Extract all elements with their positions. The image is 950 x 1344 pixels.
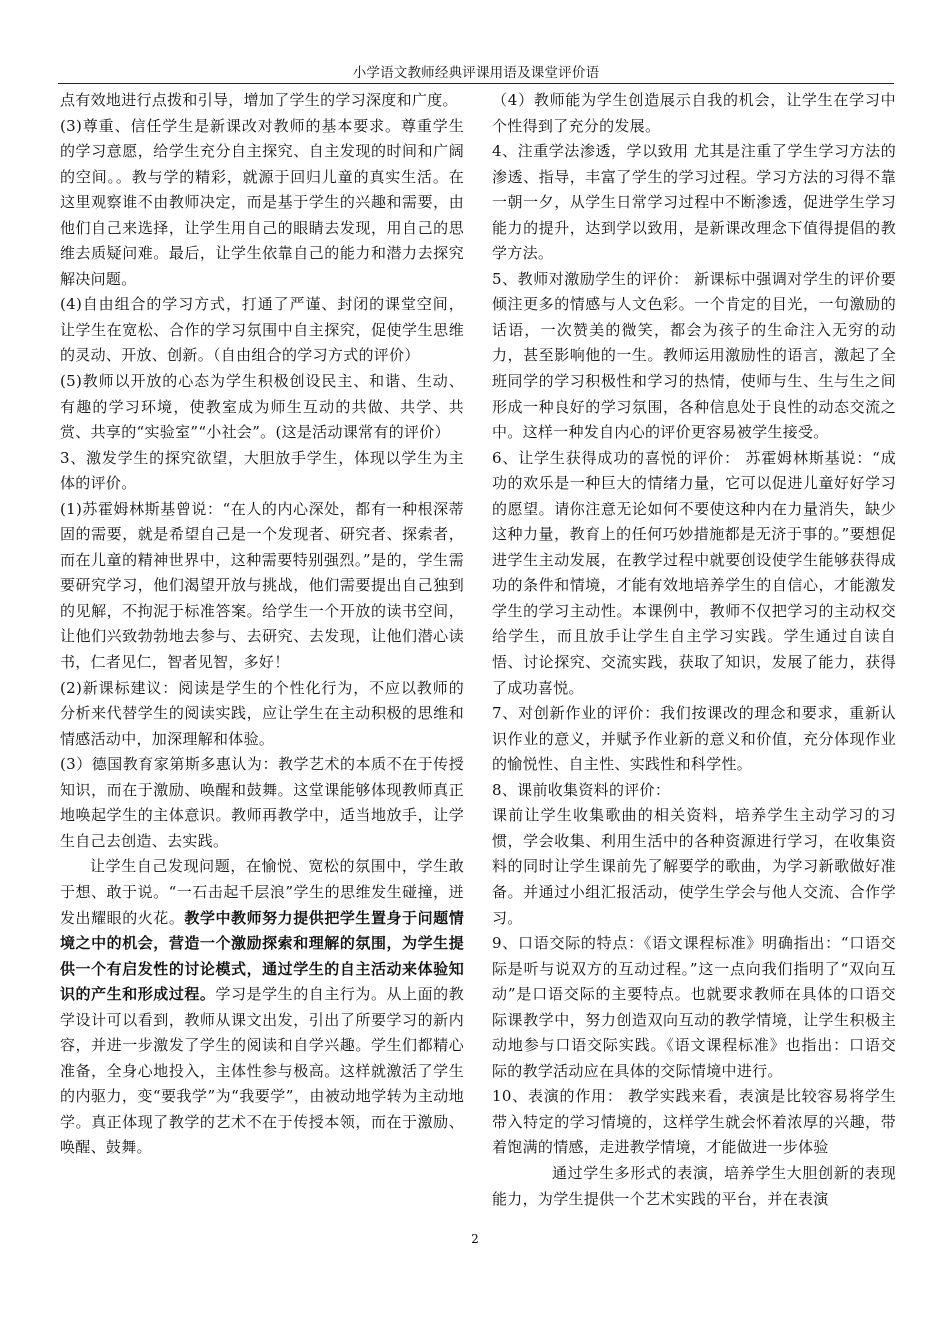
section-heading: 8、课前收集资料的评价： — [492, 780, 671, 799]
paragraph: 9、口语交际的特点：《语文课程标准》明确指出：“口语交际是听与说双方的互动过程。”这一点向我们指明了“双向互动”是口语交际的主要特点。也就要求教师在具体的口语交际课教学中，努力创造双向互动的教学情境，让学生积极主动地参与口语交际实践。《语文课程标准》也指出：口语交际的教学活动应在具体的交际情境中进行。 — [492, 934, 896, 1080]
paragraph: (3)尊重、信任学生是新课改对教师的基本要求。尊重学生的学习意愿，给学生充分自主探究、自主发现的时间和广阔的空间。。教与学的精彩，就源于回归儿童的真实生活。在这里观察谁不由教师决定，而是基于学生的兴趣和需要，由他们自己来选择，让学生用自己的眼睛去发现，用自己的思维去质疑问难。最后，让学生依靠自己的能力和潜力去探究解决问题。 — [60, 116, 464, 288]
bold-text: 教学中教师努力提供把学生置身于问题情境之中的机会，营造一个激励探索和理解的氛围，为学生提供一个有启发性的讨论模式，通过学生的自主活动来体验知识的产生和形成过程。 — [60, 908, 464, 1004]
section-heading: 3、激发学生的探究欲望，大胆放手学生，体现以学生为主体的评价。 — [60, 448, 464, 493]
paragraph: 10、表演的作用： 教学实践来看，表演是比较容易将学生带入特定的学习情境的，这样学生就会怀着浓厚的兴趣，带着饱满的情感，走进教学情境，才能做进一步体验 — [492, 1087, 896, 1157]
right-column — [492, 88, 896, 1212]
paragraph-text: 让学生自己发现问题，在愉悦、宽松的氛围中，学生敢于想、敢于说。“一石击起千层浪”学生的思维发生碰撞，迸发出耀眼的火花。 — [60, 857, 464, 927]
paragraph-mixed — [60, 854, 464, 1161]
paragraph: 点有效地进行点拨和引导，增加了学生的学习深度和广度。 — [60, 91, 458, 109]
page-number: 2 — [471, 1232, 479, 1246]
paragraph: (4)自由组合的学习方式，打通了严谨、封闭的课堂空间，让学生在宽松、合作的学习氛围中自主探究，促使学生思维的灵动、开放、创新。（自由组合的学习方式的评价） — [60, 295, 464, 365]
left-column — [60, 88, 464, 1161]
paragraph: 6、让学生获得成功的喜悦的评价： 苏霍姆林斯基说：“成功的欢乐是一种巨大的情绪力量，它可以促进儿童好好学习的愿望。请你注意无论如何不要使这种内在力量消失，缺少这种力量，教育上的任何巧妙措施都是无济于事的。”要想促进学生主动发展，在教学过程中就要创设使学生能够获得成功的条件和情境，才能有效地培养学生的自信心，才能激发学生的学习主动性。本课例中，教师不仅把学习的主动权交给学生，而且放手让学生自主学习实践。学生通过自读自悟、讨论探究、交流实践，获取了知识，发展了能力，获得了成功喜悦。 — [492, 448, 896, 697]
paragraph: 课前让学生收集歌曲的相关资料，培养学生主动学习的习惯，学会收集、利用生活中的各种资源进行学习，在收集资料的同时让学生课前先了解要学的歌曲，为学习新歌做好准备。并通过小组汇报活动，使学生学会与他人交流、合作学习。 — [492, 806, 896, 927]
paragraph: 5、教师对激励学生的评价： 新课标中强调对学生的评价要倾注更多的情感与人文色彩。一个肯定的目光，一句激励的话语，一次赞美的微笑，都会为孩子的生命注入无穷的动力，甚至影响他的一生。教师运用激励性的语言，激起了全班同学的学习积极性和学习的热情，使师与生、生与生之间形成一种良好的学习氛围，各种信息处于良性的动态交流之中。这样一种发自内心的评价更容易被学生接受。 — [492, 269, 896, 442]
header-divider — [58, 83, 894, 84]
paragraph: 7、对创新作业的评价：我们按课改的理念和要求，重新认识作业的意义，并赋予作业新的意义和价值，充分体现作业的愉悦性、自主性、实践性和科学性。 — [492, 704, 896, 774]
paragraph: (5)教师以开放的心态为学生积极创设民主、和谐、生动、有趣的学习环境，使教室成为师生互动的共做、共学、共赏、共享的“实验室”“小社会”。(这是活动课常有的评价） — [60, 372, 464, 442]
paragraph: 4、注重学法渗透，学以致用 尤其是注重了学生学习方法的渗透、指导，丰富了学生的学习过程。学习方法的习得不靠一朝一夕，从学生日常学习过程中不断渗透，促进学生学习能力的提升，达到学以致用，是新课改理念下值得提倡的教学方法。 — [492, 142, 896, 263]
paragraph: 通过学生多形式的表演，培养学生大胆创新的表现能力，为学生提供一个艺术实践的平台，并在表演 — [492, 1163, 896, 1208]
paragraph-text: 学习是学生的自主行为。从上面的教学设计可以看到，教师从课文出发，引出了所要学习的新内容，并进一步激发了学生的阅读和自学兴趣。学生们都精心准备，全身心地投入，主体性参与极高。这样就激活了学生的内驱力，变“要我学”为“我要学”，由被动地学转为主动地学。真正体现了教学的艺术不在于传授本领，而在于激励、唤醒、鼓舞。 — [60, 985, 464, 1157]
paragraph: (1)苏霍姆林斯基曾说：“在人的内心深处，都有一种根深蒂固的需要，就是希望自己是一个发现者、研究者、探索者，而在儿童的精神世界中，这种需要特别强烈。”是的，学生需要研究学习，他们渴望开放与挑战，他们需要提出自己独到的见解，不拘泥于标准答案。给学生一个开放的读书空间，让他们兴致勃勃地去参与、去研究、去发现，让他们潜心读书，仁者见仁，智者见智，多好！ — [60, 499, 464, 672]
page-header-title: 小学语文教师经典评课用语及课堂评价语 — [352, 65, 600, 81]
paragraph: (3）德国教育家第斯多惠认为：教学艺术的本质不在于传授知识，而在于激励、唤醒和鼓舞。这堂课能够体现教师真正地唤起学生的主体意识。教师再教学中，适当地放手，让学生自己去创造、去实践。 — [60, 755, 464, 850]
paragraph: （4）教师能为学生创造展示自我的机会，让学生在学习中个性得到了充分的发展。 — [492, 91, 896, 135]
paragraph: (2)新课标建议：阅读是学生的个性化行为，不应以教师的分析来代替学生的阅读实践，应让学生在主动积极的思维和情感活动中，加深理解和体验。 — [60, 678, 464, 748]
